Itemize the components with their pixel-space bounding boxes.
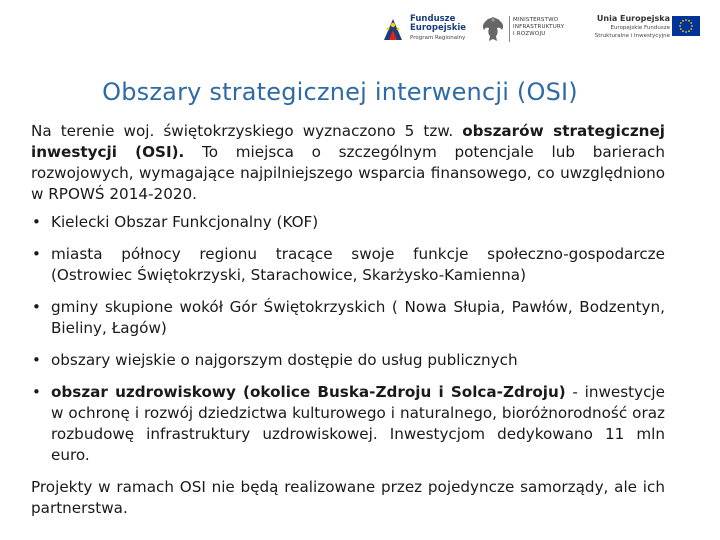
logo-bar: [380, 10, 700, 50]
intro-text-end: To miejsca o szczególnym potencjale lub barierach rozwojowych, wymagające najpilniejszego wsparcia finansowego, co uwzględniono w RPOWŚ 2014-2020.: [31, 143, 665, 203]
european-funds-icon: [382, 16, 404, 42]
list-item: [31, 212, 665, 233]
bullet-icon: •: [32, 245, 41, 263]
list-item: [31, 350, 665, 371]
funds-logo-line3: Program Regionalny: [410, 35, 466, 41]
bullet-icon: •: [32, 298, 41, 316]
logo-divider: [509, 16, 510, 42]
eu-flag-icon: [672, 16, 700, 36]
intro-paragraph: [31, 121, 665, 205]
intro-bold-term: obszarów strategicznej inwestycji (OSI).: [31, 122, 665, 161]
eagle-emblem-icon: [480, 14, 506, 44]
eu-logo: [592, 10, 700, 50]
list-item: [31, 297, 665, 339]
european-funds-logo: [380, 10, 470, 50]
closing-paragraph: Projekty w ramach OSI nie będą realizowane przez pojedyncze samorządy, ale ich partnerstwa.: [31, 478, 665, 517]
list-item-text: gminy skupione wokół Gór Świętokrzyskich ( Nowa Słupia, Pawłów, Bodzentyn, Bieliny, Łagów): [51, 298, 665, 337]
bullet-icon: •: [32, 213, 41, 231]
osi-list: [31, 212, 665, 466]
eu-line2: Europejskie Fundusze: [610, 25, 670, 31]
funds-logo-line2: Europejskie: [410, 23, 467, 33]
intro-text-start: Na terenie woj. świętokrzyskiego wyznaczono 5 tzw.: [31, 122, 463, 140]
eu-line1: Unia Europejska: [596, 14, 670, 23]
funds-logo-line1: Fundusze: [410, 14, 456, 24]
list-item-text: Kielecki Obszar Funkcjonalny (KOF): [51, 213, 319, 231]
ministry-line2: INFRASTRUKTURY: [513, 24, 565, 30]
page-title: Obszary strategicznej interwencji (OSI): [102, 78, 578, 106]
list-item-text: - inwestycje w ochronę i rozwój dziedzictwa kulturowego i naturalnego, bioróżnorodność oraz rozbudowę infrastruktury uzdrowiskowej. Inwestycjom dedykowano 11 mln euro.: [51, 383, 665, 464]
ministry-line3: I ROZWOJU: [513, 31, 546, 37]
bullet-icon: •: [32, 383, 41, 401]
list-item: [31, 382, 665, 466]
ministry-logo: [480, 10, 580, 50]
eu-line3: Strukturalne i Inwestycyjne: [594, 33, 670, 39]
list-item: [31, 244, 665, 286]
list-item-bold: obszar uzdrowiskowy (okolice Buska-Zdroju i Solca-Zdroju): [51, 383, 566, 401]
slide-body: [31, 121, 665, 519]
bullet-icon: •: [32, 351, 41, 369]
list-item-text: miasta północy regionu tracące swoje funkcje społeczno-gospodarcze (Ostrowiec Świętokrzyski, Starachowice, Skarżysko-Kamienna): [51, 245, 665, 284]
list-item-text: obszary wiejskie o najgorszym dostępie do usług publicznych: [51, 351, 518, 369]
ministry-line1: MINISTERSTWO: [513, 17, 559, 23]
